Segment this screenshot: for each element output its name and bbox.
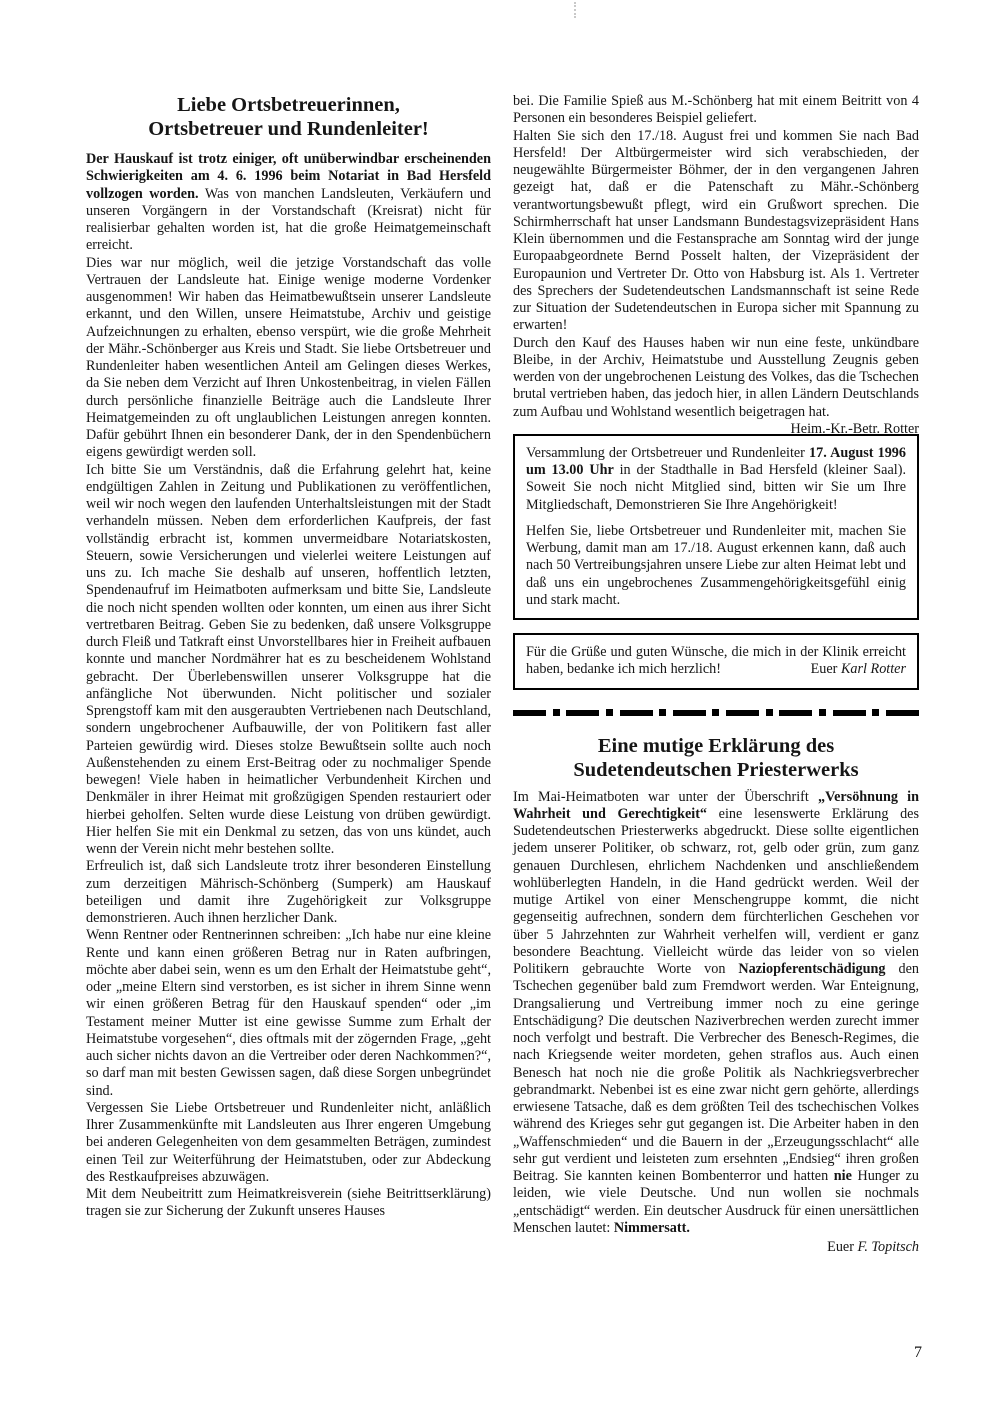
signature-rotter: Heim.-Kr.-Betr. Rotter (790, 420, 919, 437)
article-title-line2: Sudetendeutschen Priesterwerks (573, 758, 859, 781)
page-number: 7 (914, 1344, 922, 1361)
meeting-notice-paragraph: Helfen Sie, liebe Ortsbetreuer und Rundenleiter mit, machen Sie Werbung, damit man am 17./18. August erkennen kann, daß auch nach 50 Vertreibungsjahren unsere Liebe zur alten Heimat lebt und daß uns ein ungebrochenes Zusammengehörigkeitsgefühl einig und stark macht. (526, 522, 906, 608)
article-title (513, 734, 919, 782)
paragraph (513, 334, 919, 437)
meeting-notice-box (513, 434, 919, 620)
left-column (86, 93, 491, 1221)
article-paragraph: Im Mai-Heimatboten war unter der Überschrift „Versöhnung in Wahrheit und Gerechtigkeit“ eine lesenswerte Erklärung des Sudetendeutschen Priesterwerks abgedruckt. Diese sollte eigentlichen jedem unserer Politiker, ob schwarz, rot, gelb oder grün, zum ganz genauen Durchlesen, ehrlichem Nachdenken und anschließendem wohlüberlegten Handeln, in die Hand gedrückt werden. Weil der mutige Artikel von einer Menschengruppe kommt, die nicht gegenseitig aufrechnen, sondern dem fürchterlichen Geschehen vor über 5 Jahrzehnten zur Wahrheit verhelfen will, verdient er ganz besondere Beachtung. Vielleicht würde das leider von so vielen Politikern gebrauchte Worte von Naziopferentschädigung den Tschechen gegenüber bald zum Fremdwort werden. War Enteignung, Drangsalierung und Vertreibung immer noch zu eine geringe Entschädigung? Die deutschen Naziverbrechen werden zurecht immer noch verfolgt und bestraft. Die Verbrecher des Benesch-Regimes, die nach Kriegsende weiter mordeten, gehen straflos aus. Auch einen Benesch hat noch nie die große Politik als Nachkriegsverbrecher gebrandmarkt. Nebenbei ist es eine zwar nicht gern gehörte, allerdings erwiesene Tatsache, daß es dem größten Teil des tschechischen Volkes während des Krieges sehr gut gegangen ist. Die Arbeiter haben in den „Waffenschmieden“ und die Bauern in der „Erzeugungsschlacht“ alle sehr gut verdient und leisteten zum ersehnten „Endsieg“ ihren großen Beitrag. Sie kannten keinen Bombenterror und hatten nie Hunger zu leiden, wie viele Deutsche. Und nun wollen sie nochmals „entschädigt“ werden. Ein deutscher Ausdruck für einen unersättlichen Menschen lautet: Nimmersatt. (513, 788, 919, 1236)
paragraph: Ich bitte Sie um Verständnis, daß die Erfahrung gelehrt hat, keine endgültigen Zahlen in Zeitung und Publikationen zu veröffentlichen, weil wir noch wegen den laufenden Unterhaltsleistungen mit der Stadt verhandeln müssen. Neben dem erforderlichen Kaufpreis, der fast vollständig erbracht ist, kommen unvermeidbare Notariatskosten, Steuern, sowie Versicherungen und vielerlei weitere Leistungen auf uns zu. Ich mache Sie deshalb auf unseren, hoffentlich letzten, Spendenaufruf im Heimatboten aufmerksam und bitte Sie, Landsleute die noch nicht spenden wollten oder konnten, um einen aus ihrer Sicht vertretbaren Beitrag. Geben Sie zu bedenken, daß unsere Volksgruppe durch Fleiß und Tatkraft einst Unvorstellbares hier in Freiheit aufbauen konnte und mancher Nordmährer hat es zu bescheidenem Wohlstand gebracht. Der Überlebenswillen unserer Volksgruppe hat die anfängliche Not überwunden. Nicht politischer und sozialer Sprengstoff kam mit den ausgeraubten Vertriebenen nach Deutschland, sondern ungebrochener Aufbauwille, der von Politikern fast aller Parteien gewürdig wird. Dieses stolze Bewußtsein sollte auch noch Außenstehenden zu einem Erst-Beitrag oder zu nochmaliger Spende bewegen! Viele haben in heimatlicher Verbundenheit Kirchen und Denkmäler in ihrer Heimat mit großzügigen Spenden restauriert oder hierbei geholfen. Selten wurde diese Leistung von drüben gewürdigt. Hier helfen Sie mit ein Denkmal zu setzen, das von uns kündet, auch wenn der Verein nicht mehr bestehen sollte. (86, 461, 491, 857)
right-column (513, 93, 919, 1256)
page-title-line2: Ortsbetreuer und Rundenleiter! (148, 118, 429, 140)
paragraph: bei. Die Familie Spieß aus M.-Schönberg hat mit einem Beitritt von 4 Personen ein besonderes Beispiel geliefert. (513, 93, 919, 127)
signature-topitsch: Euer F. Topitsch (827, 1239, 919, 1255)
article-title-line1: Eine mutige Erklärung des (597, 734, 835, 757)
paragraph: Halten Sie sich den 17./18. August frei und kommen Sie nach Bad Hersfeld! Der Altbürgermeister wird sich verabschieden, der neugewählte Bürgermeister Böhmer, der in den vergangenen Jahren gezeigt hat, daß er die Patenschaft zu Mähr.-Schönberg verantwortungsbewußt pflegt, wird ein Grußwort sprechen. Die Schirmherrschaft hat unser Landsmann Bundestagsvizepräsident Hans Klein übernommen und die Festansprache am Sonntag wird der junge Europaabgeordnete Bernd Posselt halten, der Vizepräsident der Europaunion und Vertreter Dr. Otto von Habsburg ist. Als 1. Vertreter des Sprechers der Sudetendeutschen Landsmannschaft ist seine Rede zur Situation der Sudetendeutschen in Europa sicher mit Spannung zu erwarten! (513, 127, 919, 334)
dash-dot-divider (513, 709, 919, 717)
paragraph: Dies war nur möglich, weil die jetzige Vorstandschaft das volle Vertrauen der Landsleute hat. Einige wenige moderne Vordenker ausgenommen! Wir haben das Heimatbewußtsein unserer Landsleute erkannt, und den Willen, unsere Heimatstube, Archiv und geistige Aufzeichnungen zu erhalten, ebenso verspürt, wie die große Mehrheit der Mähr.-Schönberger aus Kreis und Stadt. Sie liebe Ortsbetreuer und Rundenleiter haben wesentlichen Anteil am Gelingen dieses Werkes, da Sie neben dem Verzicht auf Ihren Unkostenbeitrag, in vielen Fällen durch persönliche finanzielle Beiträge auch die Landsleute Ihrer Heimatgemeinden zu oft unglaublichen Leistungen anregen konnten. Dafür gebührt Ihnen ein besonderer Dank, der in den Spendenbüchern eigens gewürdigt werden soll. (86, 254, 491, 461)
paragraph-text: Durch den Kauf des Hauses haben wir nun eine feste, unkündbare Bleibe, in der Archiv, Heimatstube und Ausstellung Zeugnis geben werden von der ungebrochenen Leistung des Volkes, das die Tschechen brutal vertrieben haben, das jedoch hier, in allen Ländern Deutschlands zum Aufbau und Wohlstand wesentlich beigetragen hat. (513, 334, 919, 420)
paragraph: Wenn Rentner oder Rentnerinnen schreiben: „Ich habe nur eine kleine Rente und kann einen größeren Betrag nur in Raten aufbringen, möchte aber dabei sein, wenn es um den Erhalt der Heimatstube geht“, oder „meine Eltern sind verstorben, es ist sicher in ihrem Sinne wenn wir einen größeren Betrag für den Hauskauf spenden“ oder „im Testament meiner Mutter ist eine gewisse Summe zum Erhalt der Heimatstube vorgesehen“, dies oftmals mit der zögernden Frage, „geht auch sicher nichts davon an die Vertreiber oder deren Nachkommen?“, so darf man mit besten Gewissen sagen, daß diese Sorgen unbegründet sind. (86, 927, 491, 1099)
page-title-line1: Liebe Ortsbetreuerinnen, (177, 94, 400, 116)
paragraph: Mit dem Neubeitritt zum Heimatkreisverein (siehe Beitrittserklärung) tragen sie zur Sicherung der Zukunft unseres Hauses (86, 1186, 491, 1220)
page-title (86, 93, 491, 141)
thanks-note-text: Für die Grüße und guten Wünsche, die mich in der Klinik erreicht haben, bedanke ich mich herzlich! (526, 644, 906, 678)
fold-mark (574, 2, 576, 18)
paragraph: Erfreulich ist, daß sich Landsleute trotz ihrer besonderen Einstellung zum derzeitigen Mährisch-Schönberg (Sumperk) am Hauskauf beteiligen und damit ihre Zugehörigkeit zur Volksgruppe demonstrieren. Auch ihnen herzlicher Dank. (86, 858, 491, 926)
paragraph: Der Hauskauf ist trotz einiger, oft unüberwindbar erscheinenden Schwierigkeiten am 4. 6. 1996 beim Notariat in Bad Hersfeld vollzogen worden. Was von manchen Landsleuten, Verkäufern und unseren Vorgängern in der Vorstandschaft (Kreisrat) nicht für realisierbar gehalten worden ist, hat die große Heimatgemeinschaft erreicht. (86, 151, 491, 254)
thanks-note-paragraph (526, 644, 906, 679)
thanks-note-box (513, 633, 919, 690)
meeting-notice-paragraph: Versammlung der Ortsbetreuer und Rundenleiter 17. August 1996 um 13.00 Uhr in der Stadthalle in Bad Hersfeld (kleiner Saal). Soweit Sie noch nicht Mitglied sind, bitten wir Sie um Ihre Mitgliedschaft, Demonstrieren Sie Ihre Angehörigkeit! (526, 444, 906, 513)
paragraph: Vergessen Sie Liebe Ortsbetreuer und Rundenleiter nicht, anläßlich Ihrer Zusammenkünfte mit Landsleuten aus Ihrer engeren Umgebung bei anderen Gelegenheiten von dem gesammelten Beträgen, zumindest einen Teil zur Weiterführung der Heimatstuben, oder zur Abdeckung des Restkaufpreises abzuwägen. (86, 1099, 491, 1185)
signature-karl-rotter: Euer Karl Rotter (810, 661, 906, 678)
